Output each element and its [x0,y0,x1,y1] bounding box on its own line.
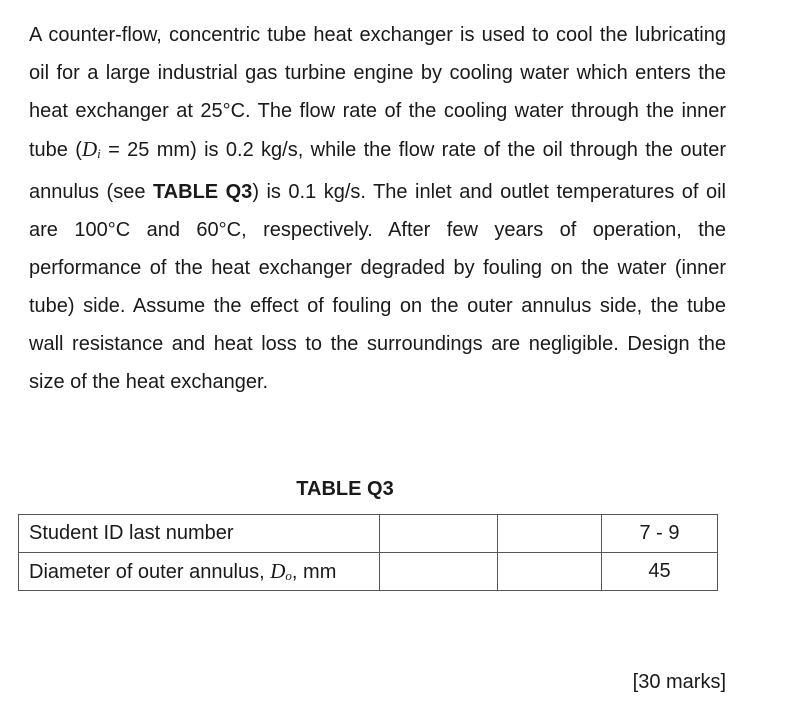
empty-cell [498,553,602,591]
outer-diameter-symbol: D [270,559,286,583]
inner-diameter-subscript: i [97,146,101,161]
outer-diameter-label-text: Diameter of outer annulus, [29,561,271,583]
table-title: TABLE Q3 [296,478,394,500]
table-row [19,553,718,591]
student-id-range: 7 - 9 [602,515,718,553]
problem-statement [29,16,726,401]
table-q3 [18,514,718,591]
table-reference: TABLE Q3 [152,181,253,203]
table-row [19,515,718,553]
outer-diameter-value: 45 [602,553,718,591]
empty-cell [380,515,498,553]
problem-text-part2: = 25 mm) is 0.2 kg/s, while the flow rate of the oil through the outer annulus (see [29,139,726,203]
empty-cell [498,515,602,553]
problem-text-part3: ) is 0.1 kg/s. The inlet and outlet temperatures of oil are 100°C and 60°C, respectively. After few years of operation, the performance of the heat exchanger degraded by fouling on the water (inner tube) side. Assume the effect of fouling on the outer annulus side, the tube wall resistance and heat loss to the surroundings are negligible. Design the size of the heat exchanger. [29,181,726,393]
problem-text-part1: A counter-flow, concentric tube heat exchanger is used to cool the lubricating oil for a large industrial gas turbine engine by cooling water which enters the heat exchanger at 25°C. The flow rate of the cooling water through the inner tube ( [29,24,726,161]
marks-label: [30 marks] [632,671,726,693]
row-label-outer-diameter [19,553,380,591]
inner-diameter-symbol: D [81,137,98,161]
empty-cell [380,553,498,591]
outer-diameter-subscript: o [285,568,292,583]
outer-diameter-unit: , mm [291,561,337,583]
row-label-student-id: Student ID last number [19,515,380,553]
